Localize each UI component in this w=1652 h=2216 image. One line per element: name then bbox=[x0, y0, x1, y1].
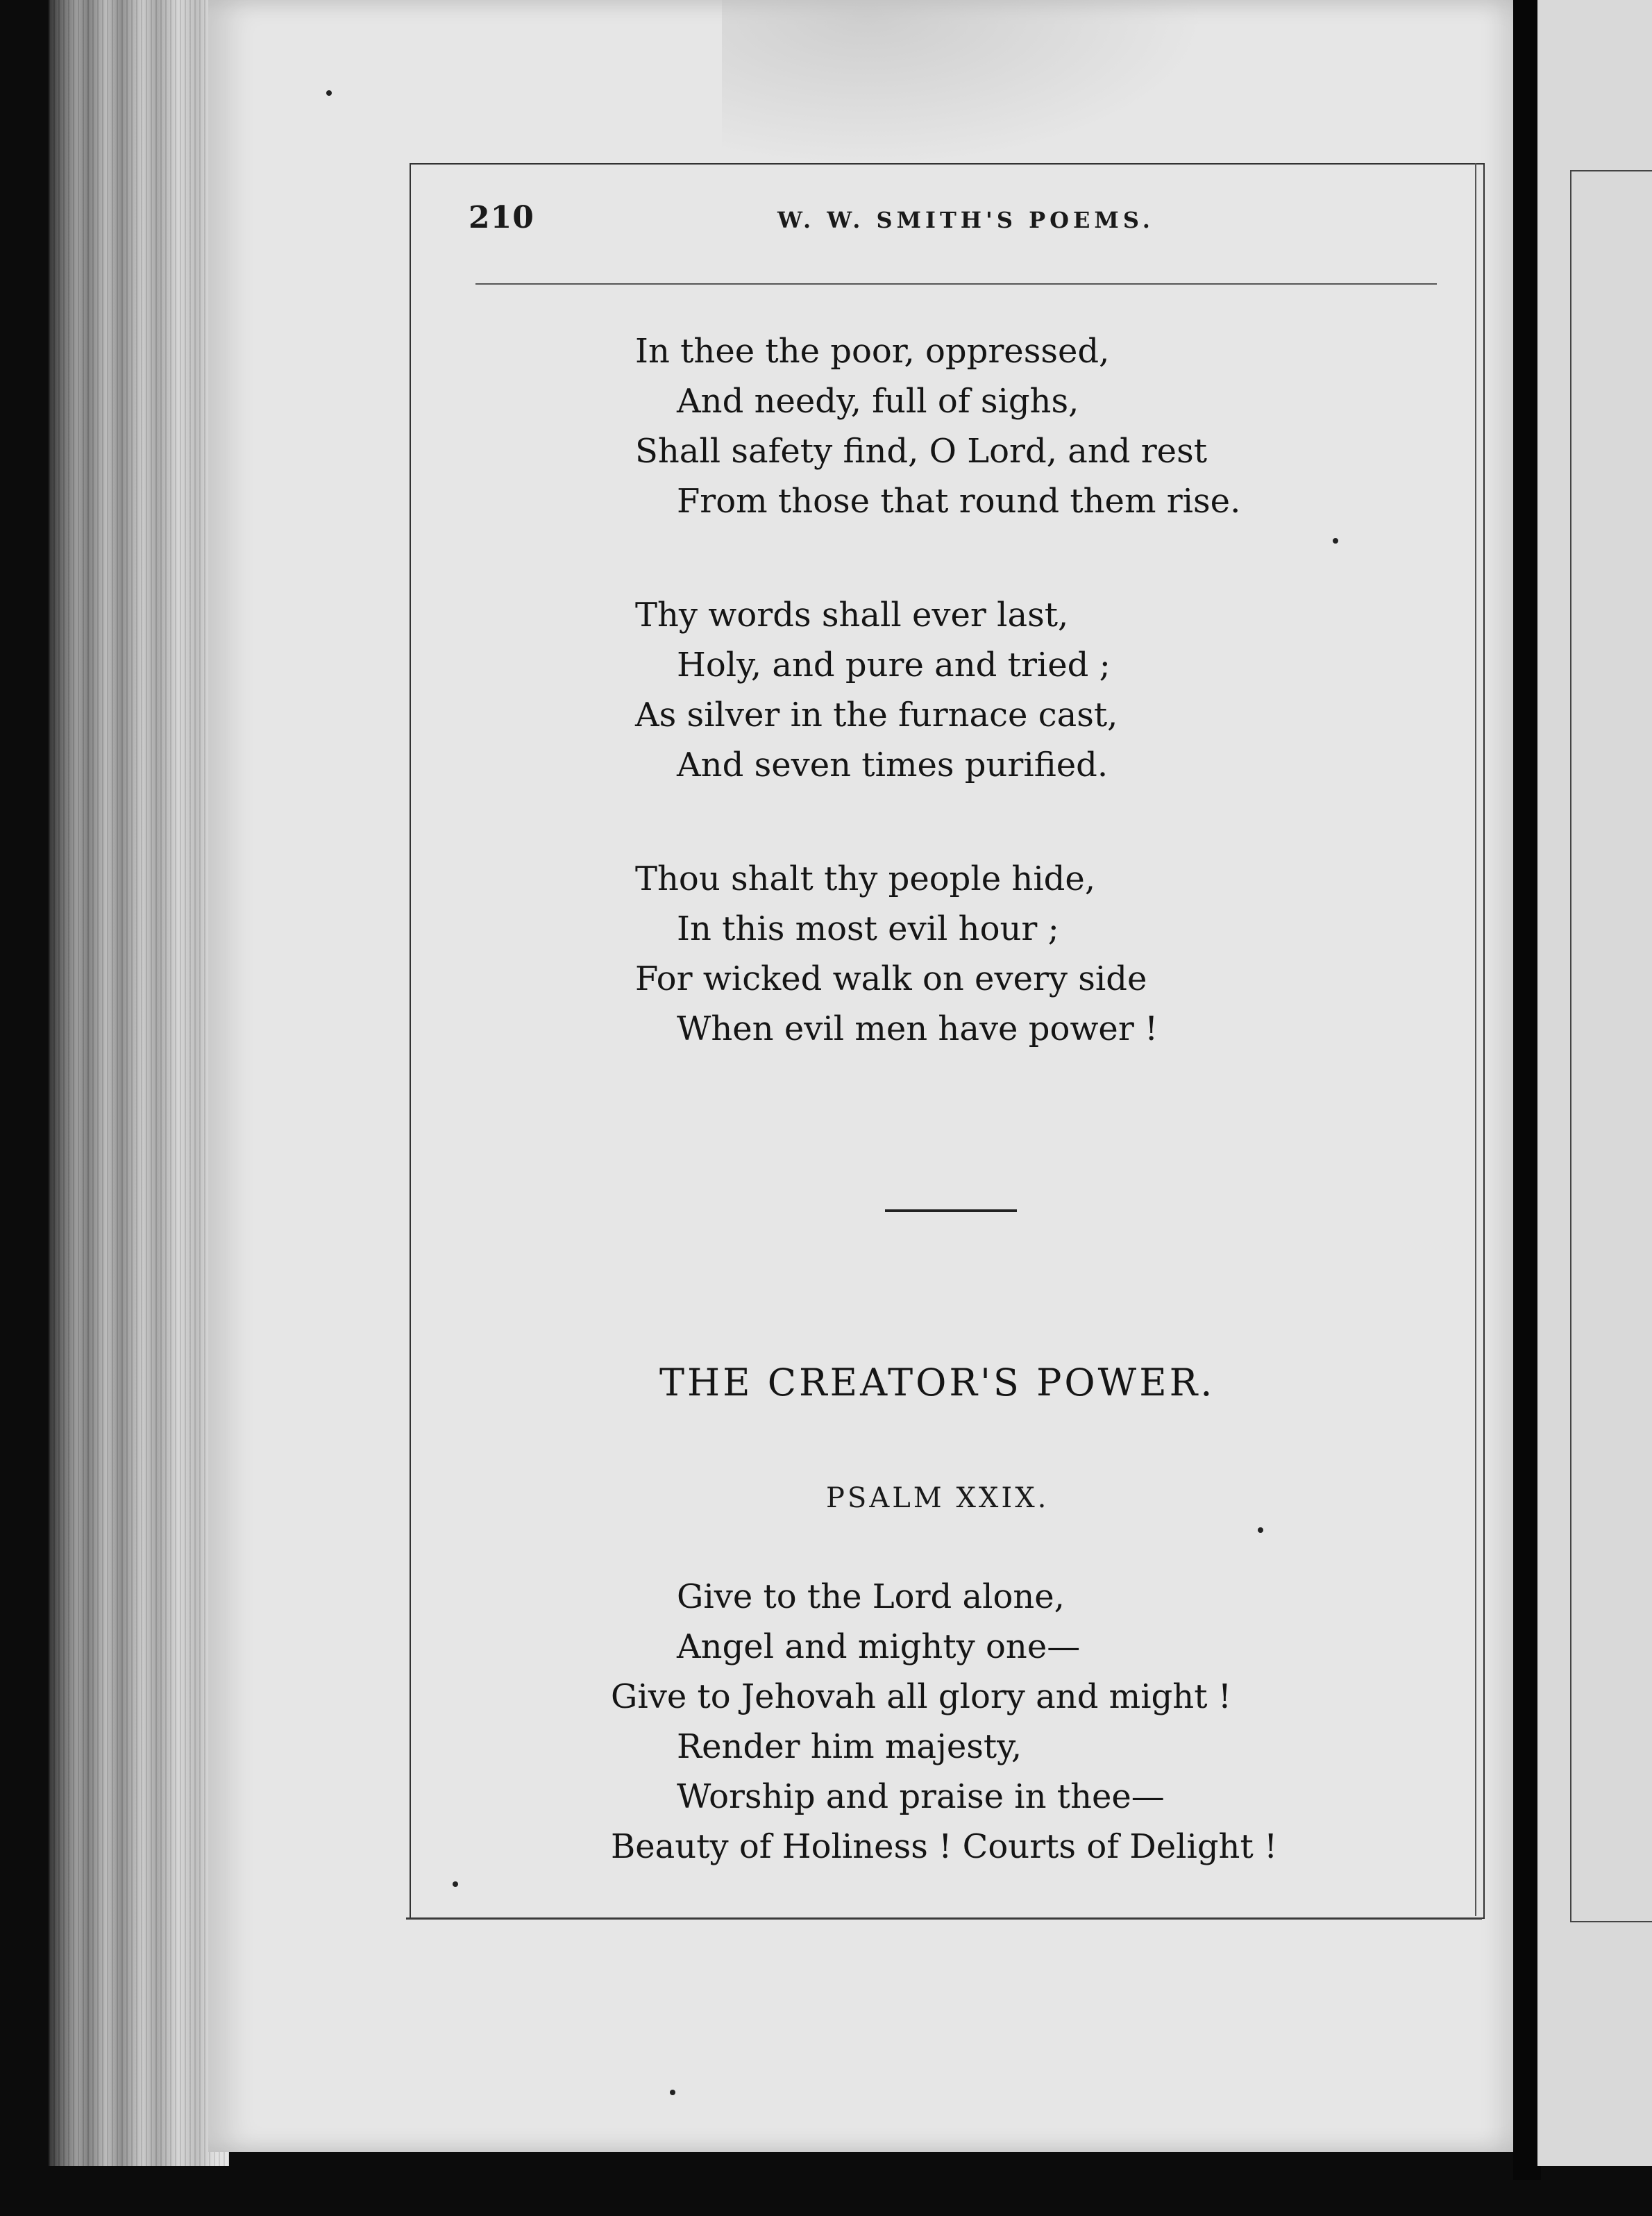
water-stain bbox=[722, 0, 1208, 167]
poem-title: THE CREATOR'S POWER. bbox=[659, 1361, 1215, 1404]
verse-line: Holy, and pure and tried ; bbox=[677, 646, 1111, 685]
page-number: 210 bbox=[469, 200, 534, 235]
header-rule bbox=[475, 283, 1437, 285]
next-page-frame bbox=[1570, 170, 1652, 1922]
verse-line: Shall safety find, O Lord, and rest bbox=[635, 432, 1207, 471]
verse-line: As silver in the furnace cast, bbox=[635, 696, 1118, 735]
verse-line: Render him majesty, bbox=[677, 1727, 1022, 1766]
verse-line: Thou shalt thy people hide, bbox=[635, 859, 1096, 898]
verse-line: And seven times purified. bbox=[677, 746, 1109, 784]
stanza-3 bbox=[635, 854, 1329, 1054]
verse-line: Give to Jehovah all glory and might ! bbox=[611, 1677, 1232, 1716]
stanza-2 bbox=[635, 590, 1329, 790]
verse-line: Worship and praise in thee— bbox=[677, 1777, 1165, 1816]
verse-line: Angel and mighty one— bbox=[677, 1627, 1081, 1666]
book-gutter bbox=[1513, 0, 1541, 2180]
verse-line: In this most evil hour ; bbox=[677, 909, 1059, 948]
verse-line: Thy words shall ever last, bbox=[635, 596, 1069, 635]
ink-speck bbox=[1258, 1527, 1263, 1533]
verse-line: In thee the poor, oppressed, bbox=[635, 332, 1110, 371]
poem-subtitle: PSALM XXIX. bbox=[826, 1482, 1050, 1514]
page-frame-inner-rule bbox=[1475, 163, 1476, 1916]
verse-line: And needy, full of sighs, bbox=[677, 382, 1079, 421]
book-page-edges bbox=[49, 0, 229, 2166]
verse-line: From those that round them rise. bbox=[677, 482, 1241, 521]
psalm-stanza bbox=[611, 1572, 1277, 1872]
ink-speck bbox=[326, 90, 332, 96]
ink-speck bbox=[670, 2090, 675, 2095]
running-head: W. W. SMITH'S POEMS. bbox=[777, 207, 1154, 233]
stanza-1 bbox=[635, 326, 1329, 526]
ink-speck bbox=[453, 1881, 458, 1887]
verse-line: For wicked walk on every side bbox=[635, 959, 1147, 998]
verse-line: Give to the Lord alone, bbox=[677, 1577, 1065, 1616]
verse-line: When evil men have power ! bbox=[677, 1009, 1158, 1048]
page-bottom-rule bbox=[406, 1917, 1482, 1920]
ink-speck bbox=[1333, 538, 1338, 544]
verse-line: Beauty of Holiness ! Courts of Delight ! bbox=[611, 1827, 1278, 1866]
section-divider bbox=[885, 1209, 1017, 1212]
page-header bbox=[469, 200, 1440, 242]
